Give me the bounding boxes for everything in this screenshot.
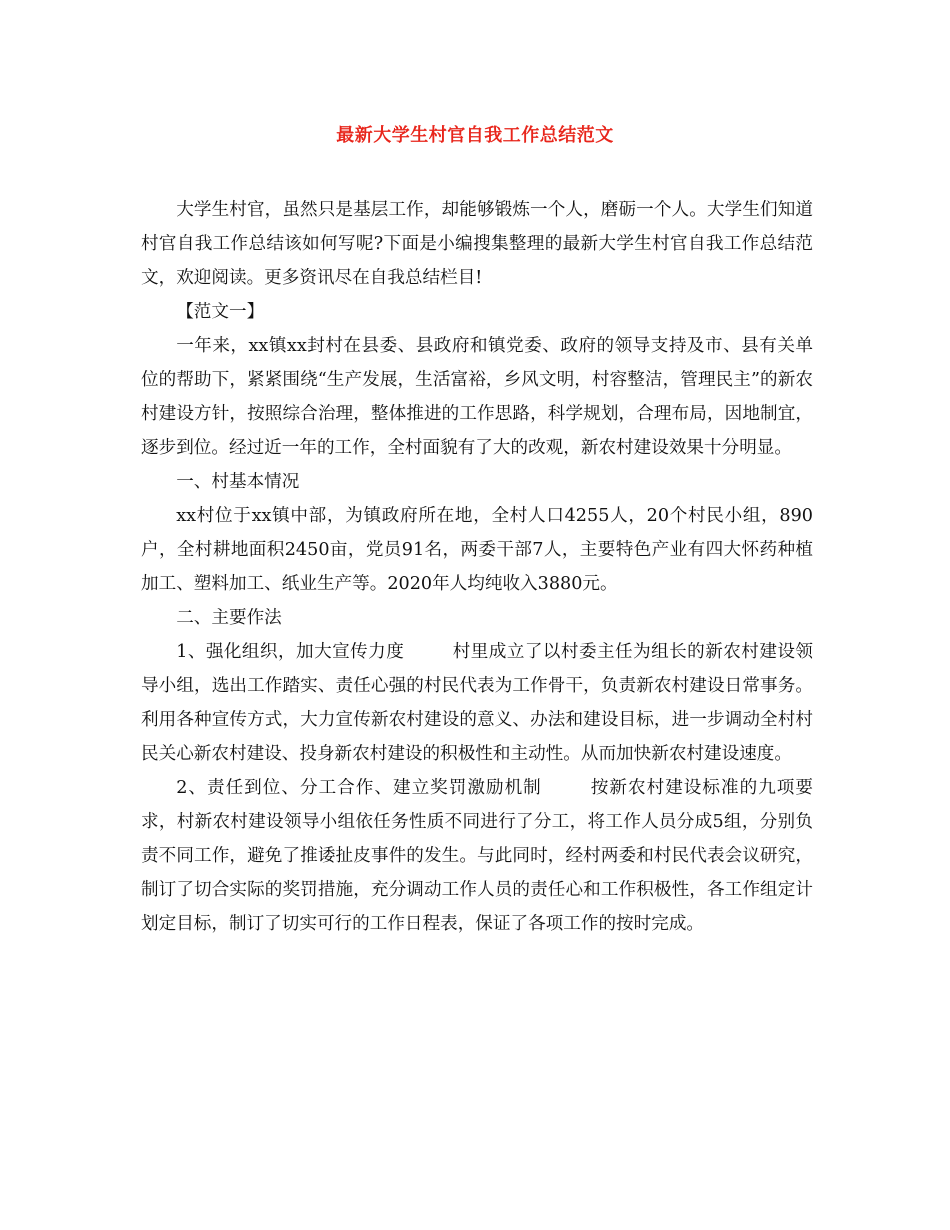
practice-item-2-body: 按新农村建设标准的九项要求，村新农村建设领导小组依任务性质不同进行了分工，将工作人员分成5组，分别负责不同工作，避免了推诿扯皮事件的发生。与此同时，经村两委和村民代表会议研究，制订了切合实际的奖罚措施，充分调动工作人员的责任心和工作积极性，各工作组定计划定目标，制订了切实可行的工作日程表，保证了各项工作的按时完成。 — [141, 778, 813, 934]
practice-item-2-heading: 2、责任到位、分工合作、建立奖罚激励机制 — [176, 778, 542, 798]
practice-item-1 — [141, 635, 813, 771]
opening-paragraph: 一年来，xx镇xx封村在县委、县政府和镇党委、政府的领导支持及市、县有关单位的帮助下，紧紧围绕“生产发展，生活富裕，乡风文明，村容整洁，管理民主”的新农村建设方针，按照综合治理，整体推进的工作思路，科学规划，合理布局，因地制宜，逐步到位。经过近一年的工作，全村面貌有了大的改观，新农村建设效果十分明显。 — [141, 336, 813, 458]
basic-info-paragraph: xx村位于xx镇中部，为镇政府所在地，全村人口4255人，20个村民小组，890户，全村耕地面积2450亩，党员91名，两委干部7人，主要特色产业有四大怀药种植加工、塑料加工、纸业生产等。2020年人均纯收入3880元。 — [141, 506, 813, 594]
intro-paragraph: 大学生村官，虽然只是基层工作，却能够锻炼一个人，磨砺一个人。大学生们知道村官自我工作总结该如何写呢?下面是小编搜集整理的最新大学生村官自我工作总结范文，欢迎阅读。更多资讯尽在自我总结栏目! — [141, 200, 813, 288]
sample-label: 【范文一】 — [176, 302, 265, 322]
section-heading-main-practices: 二、主要作法 — [176, 608, 282, 628]
document-body — [141, 193, 813, 941]
document-title: 最新大学生村官自我工作总结范文 — [336, 125, 614, 146]
practice-item-1-heading: 1、强化组织，加大宣传力度 — [176, 642, 405, 662]
practice-item-1-body: 村里成立了以村委主任为组长的新农村建设领导小组，选出工作踏实、责任心强的村民代表为工作骨干，负责新农村建设日常事务。利用各种宣传方式，大力宣传新农村建设的意义、办法和建设目标，进一步调动全村村民关心新农村建设、投身新农村建设的积极性和主动性。从而加快新农村建设速度。 — [141, 642, 813, 764]
section-heading-basic-info: 一、村基本情况 — [176, 472, 300, 492]
practice-item-2 — [141, 771, 813, 941]
